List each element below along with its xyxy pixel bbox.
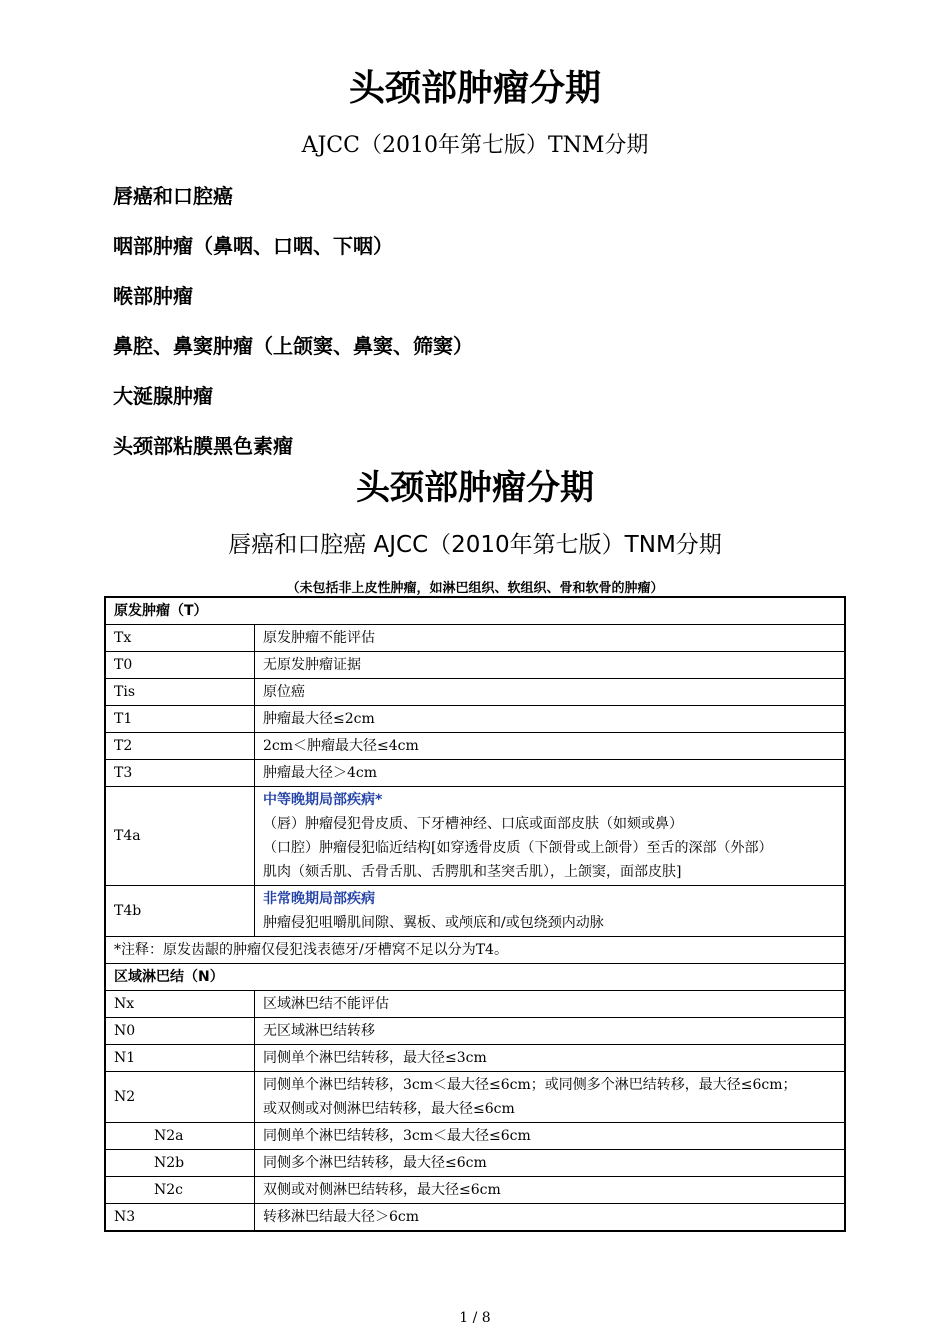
stage-desc: 2cm＜肿瘤最大径≤4cm (255, 733, 846, 760)
table-section-header (105, 597, 845, 625)
toc-list (113, 180, 473, 480)
page-subtitle: AJCC（2010年第七版）TNM分期 (301, 133, 649, 158)
t4a-line: （口腔）肿瘤侵犯临近结构[如穿透骨皮质（下颌骨或上颌骨）至舌的深部（外部） (263, 840, 773, 856)
stage-code: Tis (105, 679, 255, 706)
n-header: 区域淋巴结（N） (105, 964, 845, 991)
t-note: *注释：原发齿龈的肿瘤仅侵犯浅表德牙/牙槽窝不足以分为T4。 (105, 937, 845, 964)
section-title: 头颈部肿瘤分期 (356, 468, 594, 508)
stage-code: N0 (105, 1018, 255, 1045)
stage-desc (255, 787, 846, 886)
table-row (105, 1204, 845, 1232)
stage-desc: 同侧单个淋巴结转移，3cm＜最大径≤6cm (255, 1123, 846, 1150)
stage-desc: 区域淋巴结不能评估 (255, 991, 846, 1018)
section-note: （未包括非上皮性肿瘤，如淋巴组织、软组织、骨和软骨的肿瘤） (286, 581, 664, 596)
stage-code: Tx (105, 625, 255, 652)
t4a-heading: 中等晚期局部疾病* (263, 792, 383, 808)
table-row-t4b (105, 886, 845, 937)
section-subtitle: 唇癌和口腔癌 AJCC（2010年第七版）TNM分期 (228, 532, 722, 558)
stage-desc: 同侧单个淋巴结转移，最大径≤3cm (255, 1045, 846, 1072)
tnm-staging-table (104, 596, 846, 1232)
stage-desc: 原发肿瘤不能评估 (255, 625, 846, 652)
toc-item: 鼻腔、鼻窦肿瘤（上颌窦、鼻窦、筛窦） (113, 334, 473, 358)
toc-item: 咽部肿瘤（鼻咽、口咽、下咽） (113, 234, 393, 258)
stage-code: T4a (105, 787, 255, 886)
toc-item: 头颈部粘膜黑色素瘤 (113, 434, 293, 458)
stage-desc: 同侧多个淋巴结转移，最大径≤6cm (255, 1150, 846, 1177)
table-section-header (105, 964, 845, 991)
stage-code: N2b (105, 1150, 255, 1177)
table-row (105, 679, 845, 706)
stage-code: N2 (105, 1072, 255, 1123)
stage-desc: 原位癌 (255, 679, 846, 706)
table-row-t4a (105, 787, 845, 886)
stage-desc: 肿瘤最大径≤2cm (255, 706, 846, 733)
table-row (105, 1150, 845, 1177)
page-number: 1 / 8 (459, 1310, 491, 1326)
t4a-line: （唇）肿瘤侵犯骨皮质、下牙槽神经、口底或面部皮肤（如颏或鼻） (263, 816, 683, 832)
table-row (105, 1123, 845, 1150)
stage-code: Nx (105, 991, 255, 1018)
n2-line: 同侧单个淋巴结转移，3cm＜最大径≤6cm；或同侧多个淋巴结转移，最大径≤6cm； (263, 1077, 797, 1093)
t-header: 原发肿瘤（T） (105, 597, 845, 625)
stage-code: T0 (105, 652, 255, 679)
toc-item: 大涎腺肿瘤 (113, 384, 213, 408)
t4a-line: 肌肉（颏舌肌、舌骨舌肌、舌腭肌和茎突舌肌），上颌窦，面部皮肤] (263, 864, 682, 880)
table-row (105, 1177, 845, 1204)
table-row (105, 652, 845, 679)
stage-desc: 无区域淋巴结转移 (255, 1018, 846, 1045)
table-row (105, 760, 845, 787)
stage-code: N2c (105, 1177, 255, 1204)
stage-code: T3 (105, 760, 255, 787)
stage-code: N3 (105, 1204, 255, 1232)
stage-code: T1 (105, 706, 255, 733)
n2-line: 或双侧或对侧淋巴结转移，最大径≤6cm (263, 1101, 515, 1117)
stage-desc (255, 886, 846, 937)
page-title: 头颈部肿瘤分期 (348, 68, 601, 109)
table-row (105, 733, 845, 760)
table-note-row (105, 937, 845, 964)
table-row (105, 991, 845, 1018)
t4b-heading: 非常晚期局部疾病 (263, 891, 375, 907)
stage-desc: 转移淋巴结最大径＞6cm (255, 1204, 846, 1232)
stage-code: N2a (105, 1123, 255, 1150)
stage-code: N1 (105, 1045, 255, 1072)
stage-code: T2 (105, 733, 255, 760)
table-row (105, 625, 845, 652)
table-row (105, 706, 845, 733)
table-row (105, 1018, 845, 1045)
stage-desc: 肿瘤最大径＞4cm (255, 760, 846, 787)
table-row-n2 (105, 1072, 845, 1123)
table-row (105, 1045, 845, 1072)
t4b-line: 肿瘤侵犯咀嚼肌间隙、翼板、或颅底和/或包绕颈内动脉 (263, 915, 604, 931)
stage-desc (255, 1072, 846, 1123)
toc-item: 喉部肿瘤 (113, 284, 193, 308)
stage-desc: 双侧或对侧淋巴结转移，最大径≤6cm (255, 1177, 846, 1204)
stage-code: T4b (105, 886, 255, 937)
stage-desc: 无原发肿瘤证据 (255, 652, 846, 679)
toc-item: 唇癌和口腔癌 (113, 184, 233, 208)
